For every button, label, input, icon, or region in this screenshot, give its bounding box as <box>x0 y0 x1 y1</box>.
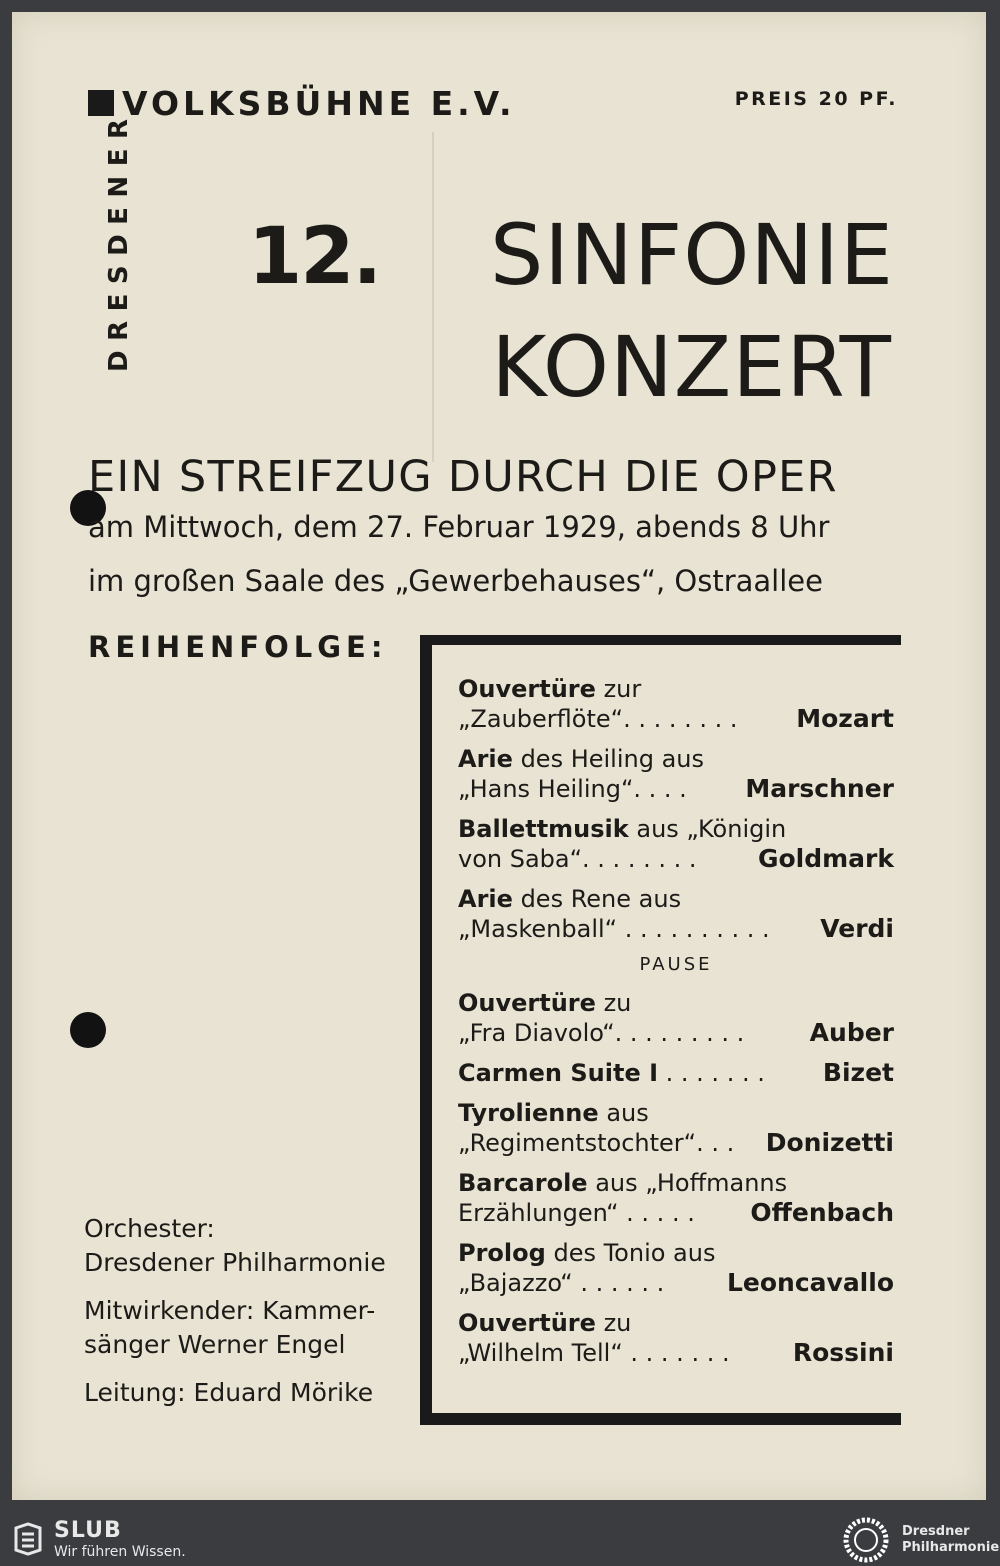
work-line2: von Saba“. . . . . . . . <box>458 845 697 873</box>
program-item <box>458 814 894 874</box>
composer: Rossini <box>792 1338 894 1367</box>
footer-bar <box>0 1512 1000 1566</box>
orchestra-name: Dresdener Philharmonie <box>84 1248 386 1277</box>
work-line2: „Hans Heiling“. . . . <box>458 775 687 803</box>
partner-name-line-1: Dresdner <box>902 1524 970 1539</box>
work-title: Ouvertüre <box>458 1309 596 1337</box>
pause-label: PAUSE <box>639 954 713 975</box>
partner-name-line-2: Philharmonie <box>902 1540 1000 1555</box>
philharmonie-logo-icon <box>842 1516 890 1564</box>
program-item <box>458 1058 894 1088</box>
composer: Offenbach <box>750 1198 894 1227</box>
concert-number: 12. <box>248 212 381 302</box>
work-detail: des Heiling aus <box>520 745 705 773</box>
composer: Auber <box>809 1018 894 1047</box>
conductor-credit: Leitung: Eduard Mörike <box>84 1378 374 1407</box>
library-name: SLUB <box>54 1518 122 1543</box>
work-title: Arie <box>458 885 513 913</box>
work-title: Barcarole <box>458 1169 588 1197</box>
program-item <box>458 884 894 944</box>
venue-line: im großen Saale des „Gewerbehauses“, Ostraallee <box>88 564 823 598</box>
organization-name: VOLKSBÜHNE E.V. <box>122 84 516 123</box>
orchestra-label: Orchester: <box>84 1214 215 1243</box>
title-line-1: SINFONIE <box>489 206 894 304</box>
slub-logo-icon <box>12 1522 44 1556</box>
work-title: Ballettmusik <box>458 815 629 843</box>
work-detail: aus „Königin <box>636 815 787 843</box>
program-item <box>458 744 894 804</box>
work-dots: . . . . . . . <box>665 1059 765 1087</box>
date-line: am Mittwoch, dem 27. Februar 1929, abends 8 Uhr <box>88 510 830 544</box>
work-line2: „Zauberflöte“. . . . . . . . <box>458 705 738 733</box>
work-detail: zur <box>603 675 642 703</box>
work-detail: zu <box>603 1309 632 1337</box>
performer-credit <box>84 1294 414 1362</box>
program-item <box>458 988 894 1048</box>
composer: Leoncavallo <box>726 1268 894 1297</box>
work-title: Carmen Suite I <box>458 1059 659 1087</box>
work-detail: zu <box>603 989 632 1017</box>
work-line2: „Wilhelm Tell“ . . . . . . . <box>458 1339 730 1367</box>
work-line2: „Fra Diavolo“. . . . . . . . . <box>458 1019 745 1047</box>
vertical-city-word: DRESDENER <box>104 109 134 372</box>
work-detail: des Tonio aus <box>553 1239 716 1267</box>
program-list <box>458 674 894 1378</box>
work-title: Ouvertüre <box>458 989 596 1017</box>
orchestra-credit <box>84 1212 414 1280</box>
composer: Donizetti <box>765 1128 894 1157</box>
credits <box>84 1212 414 1424</box>
work-line2: Erzählungen“ . . . . . <box>458 1199 695 1227</box>
composer: Bizet <box>822 1058 894 1087</box>
program-item <box>458 1168 894 1228</box>
program-item <box>458 1098 894 1158</box>
program-item <box>458 674 894 734</box>
work-detail: aus <box>606 1099 649 1127</box>
work-line2: „Maskenball“ . . . . . . . . . . <box>458 915 770 943</box>
composer: Goldmark <box>757 844 894 873</box>
composer: Marschner <box>745 774 894 803</box>
work-detail: aus „Hoffmanns <box>595 1169 788 1197</box>
work-line2: „Bajazzo“ . . . . . . <box>458 1269 665 1297</box>
performer-line-1: Mitwirkender: Kammer- <box>84 1296 376 1325</box>
work-line2: „Regimentstochter“. . . <box>458 1129 735 1157</box>
composer: Verdi <box>820 914 894 943</box>
work-title: Ouvertüre <box>458 675 596 703</box>
program-item <box>458 1238 894 1298</box>
program-heading: REIHENFOLGE: <box>88 630 388 664</box>
program-item <box>458 1308 894 1368</box>
title-line-2: KONZERT <box>491 318 892 416</box>
punch-hole-bottom <box>70 1012 106 1048</box>
subtitle: EIN STREIFZUG DURCH DIE OPER <box>88 452 838 502</box>
price-label: PREIS 20 PF. <box>734 88 898 110</box>
work-title: Arie <box>458 745 513 773</box>
library-tagline: Wir führen Wissen. <box>54 1544 186 1560</box>
work-title: Tyrolienne <box>458 1099 599 1127</box>
work-detail: des Rene aus <box>520 885 682 913</box>
composer: Mozart <box>796 704 894 733</box>
work-title: Prolog <box>458 1239 546 1267</box>
performer-line-2: sänger Werner Engel <box>84 1330 346 1359</box>
